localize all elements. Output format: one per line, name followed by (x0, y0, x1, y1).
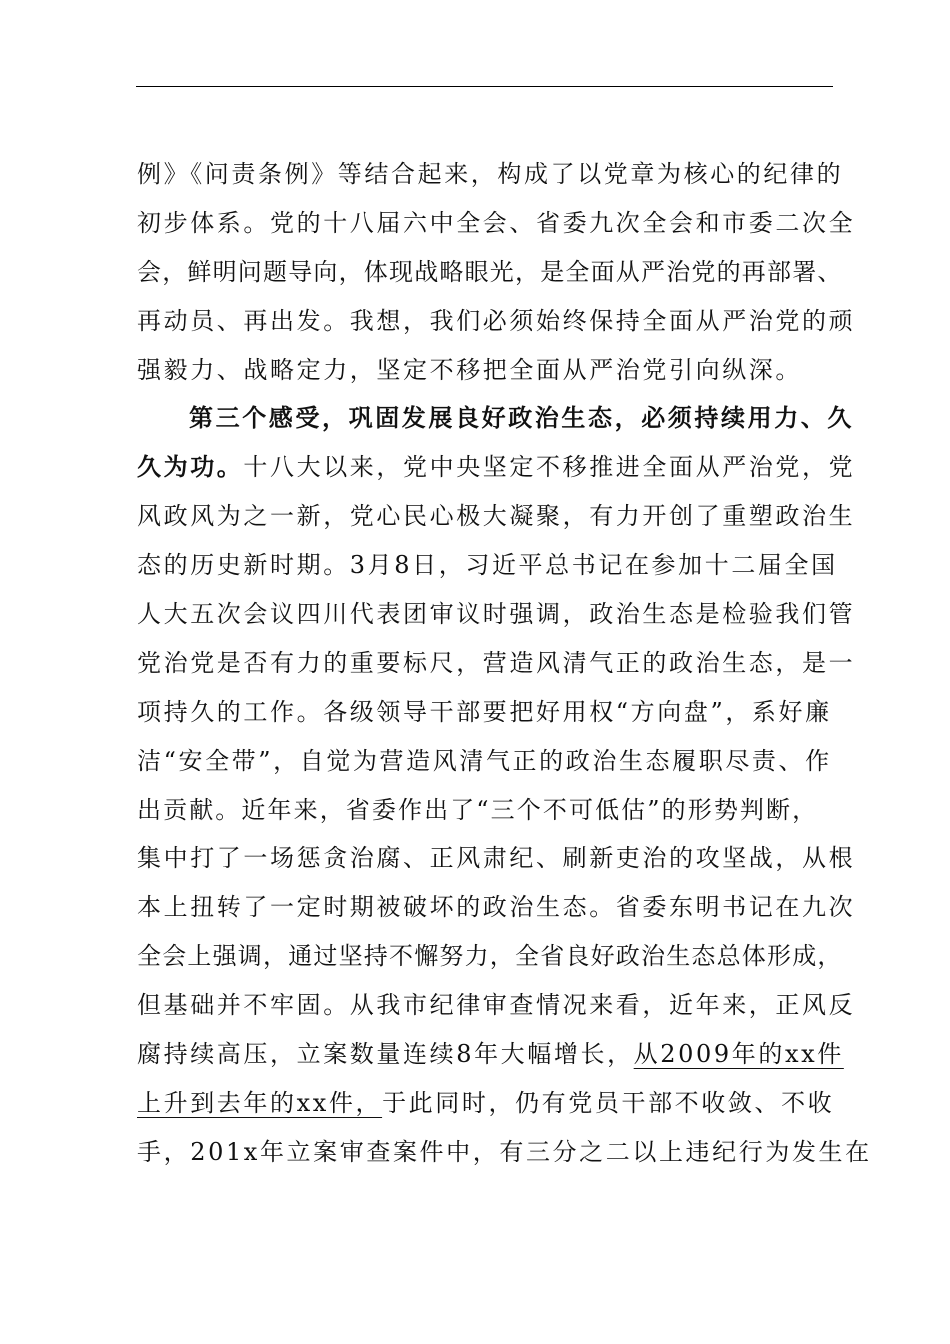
paragraph-heading-tail: 久为功。 (137, 452, 244, 482)
underlined-text: 从2009年的xx件 (633, 1040, 844, 1069)
text-line: 初步体系。党的十八届六中全会、省委九次全会和市委二次全 (137, 208, 856, 237)
text-run: 腐持续高压，立案数量连续8年大幅增长， (137, 1040, 634, 1069)
text-run: 于此同时，仍有党员干部不收敛、不收 (382, 1088, 835, 1117)
paragraph-heading-line: 第三个感受，巩固发展良好政治生态，必须持续用力、久 (189, 403, 854, 433)
text-line: 洁“安全带”，自觉为营造风清气正的政治生态履职尽责、作 (137, 746, 832, 775)
text-line (137, 1030, 844, 1079)
document-body (137, 150, 872, 1177)
text-line: 项持久的工作。各级领导干部要把好用权“方向盘”，系好廉 (137, 697, 832, 726)
text-line: 但基础并不牢固。从我市纪律审查情况来看，近年来，正风反 (137, 991, 856, 1020)
header-rule (136, 86, 833, 87)
text-line: 例》《问责条例》等结合起来，构成了以党章为核心的纪律的 (137, 160, 844, 188)
text-line: 本上扭转了一定时期被破坏的政治生态。省委东明书记在九次 (137, 893, 856, 922)
text-line (137, 443, 856, 492)
text-line: 风政风为之一新，党心民心极大凝聚，有力开创了重塑政治生 (137, 502, 856, 531)
text-line: 人大五次会议四川代表团审议时强调，政治生态是检验我们管 (137, 600, 856, 629)
text-line: 会，鲜明问题导向，体现战略眼光，是全面从严治党的再部署、 (137, 257, 843, 286)
underlined-text: 上升到去年的xx件， (137, 1088, 383, 1117)
text-line: 手，201x年立案审查案件中，有三分之二以上违纪行为发生在 (137, 1137, 872, 1166)
text-line: 再动员、再出发。我想，我们必须始终保持全面从严治党的顽 (137, 306, 856, 335)
text-line: 全会上强调，通过坚持不懈努力，全省良好政治生态总体形成， (137, 942, 843, 971)
text-line: 党治党是否有力的重要标尺，营造风清气正的政治生态，是一 (137, 648, 856, 677)
text-line: 态的历史新时期。3月8日，习近平总书记在参加十二届全国 (137, 551, 838, 580)
text-line: 集中打了一场惩贪治腐、正风肃纪、刷新吏治的攻坚战，从根 (137, 844, 856, 873)
text-line: 强毅力、战略定力，坚定不移把全面从严治党引向纵深。 (137, 355, 802, 384)
text-run: 十八大以来，党中央坚定不移推进全面从严治党，党 (243, 453, 856, 482)
text-line (137, 1079, 837, 1128)
text-line: 出贡献。近年来，省委作出了“三个不可低估”的形势判断， (137, 795, 819, 824)
